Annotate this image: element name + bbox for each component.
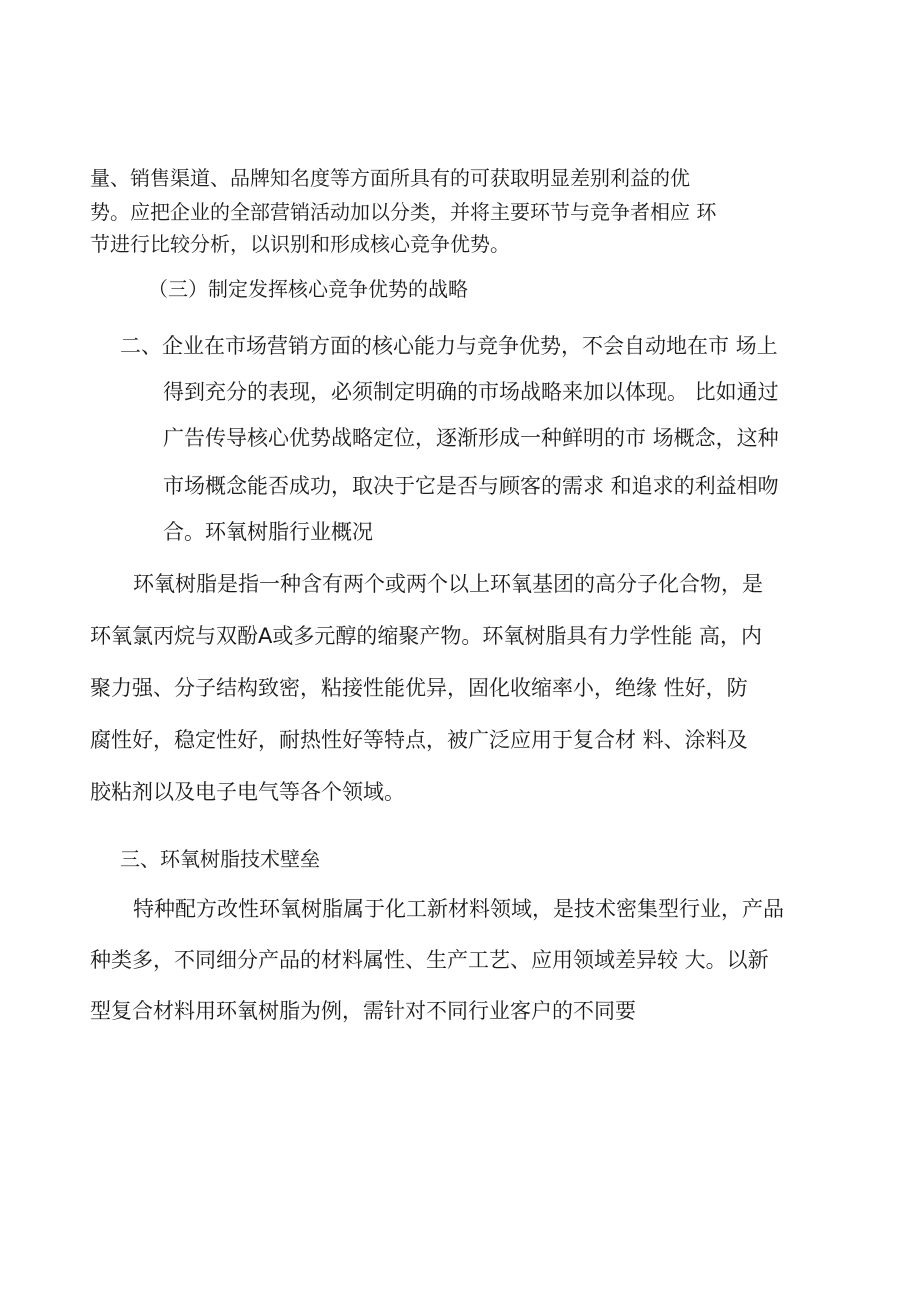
text-line: 环氧树脂是指一种含有两个或两个以上环氧基团的高分子化合物，是 [133, 572, 763, 596]
text-line: 胶粘剂以及电子电气等各个领域。 [90, 780, 405, 804]
text-line: 广告传导核心优势战略定位，逐渐形成一种鲜明的市 场概念，这种 [163, 426, 779, 450]
text-line: 型复合材料用环氧树脂为例，需针对不同行业客户的不同要 [90, 999, 636, 1023]
section-heading: 三、环氧树脂技术壁垒 [120, 847, 320, 871]
text-line: 合。环氧树脂行业概况 [163, 520, 373, 544]
text-line: 市场概念能否成功，取决于它是否与顾客的需求 和追求的利益相吻 [163, 474, 779, 498]
text-line: 量、销售渠道、品牌知名度等方面所具有的可获取明显差别利益的优 [90, 166, 690, 190]
text-line: 势。应把企业的全部营销活动加以分类，并将主要环节与竞争者相应 环 [90, 200, 717, 224]
text-line: 种类多，不同细分产品的材料属性、生产工艺、应用领域差异较 大。以新 [90, 948, 769, 972]
text-line: 节进行比较分析，以识别和形成核心竞争优势。 [90, 232, 510, 256]
text-line: 得到充分的表现，必须制定明确的市场战略来加以体现。 比如通过 [163, 380, 779, 404]
text-line: 腐性好，稳定性好，耐热性好等特点，被广泛应用于复合材 料、涂料及 [90, 728, 748, 752]
text-line: 特种配方改性环氧树脂属于化工新材料领域，是技术密集型行业，产品 [133, 897, 784, 921]
text-line: 环氧氯丙烷与双酚A或多元醇的缩聚产物。环氧树脂具有力学性能 高，内 [90, 624, 763, 648]
text-line: 二、企业在市场营销方面的核心能力与竞争优势，不会自动地在市 场上 [120, 334, 778, 358]
text-line: 聚力强、分子结构致密，粘接性能优异，固化收缩率小，绝缘 性好，防 [90, 676, 748, 700]
section-heading: （三）制定发挥核心竞争优势的战略 [148, 277, 468, 301]
